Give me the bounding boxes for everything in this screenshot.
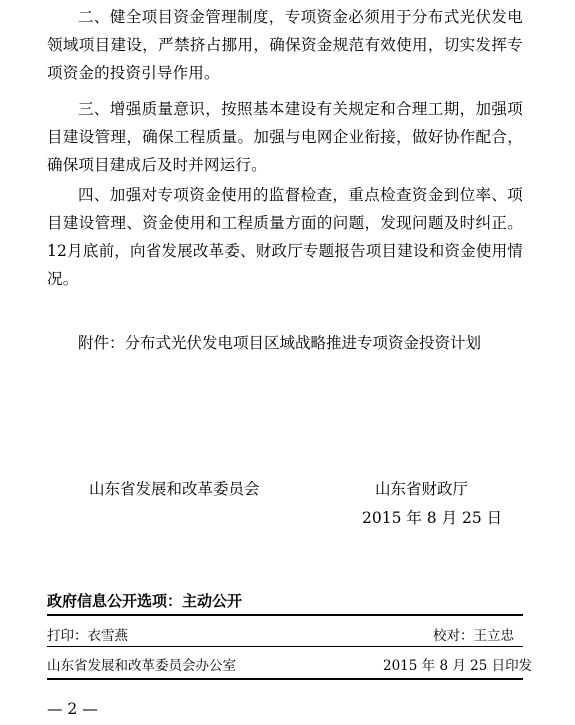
signature-org-finance: 山东省财政厅 xyxy=(375,480,469,498)
signature-org-development-reform: 山东省发展和改革委员会 xyxy=(89,480,260,498)
issuing-office: 山东省发展和改革委员会办公室 xyxy=(47,658,236,674)
paragraph-2: 二、健全项目资金管理制度，专项资金必须用于分布式光伏发电领域项目建设，严禁挤占挪用，确保资金规范有效使用，切实发挥专项资金的投资引导作用。 xyxy=(47,8,523,82)
disclosure-option: 政府信息公开选项：主动公开 xyxy=(47,592,243,610)
footer-top-rule xyxy=(47,614,523,616)
printed-by: 打印：衣雪燕 xyxy=(47,628,128,644)
proofread-by: 校对：王立忠 xyxy=(433,628,514,644)
footer-bottom-rule xyxy=(47,678,523,680)
paragraph-3: 三、增强质量意识，按照基本建设有关规定和合理工期，加强项目建设管理，确保工程质量。加强与电网企业衔接，做好协作配合，确保项目建成后及时并网运行。 xyxy=(47,100,523,174)
footer-middle-rule xyxy=(47,646,523,647)
issue-date: 2015 年 8 月 25 日印发 xyxy=(383,658,533,674)
signature-date: 2015 年 8 月 25 日 xyxy=(362,509,503,527)
paragraph-4: 四、加强对专项资金使用的监督检查，重点检查资金到位率、项目建设管理、资金使用和工程质量方面的问题，发现问题及时纠正。12月底前，向省发展改革委、财政厅专题报告项目建设和资金使用情况。 xyxy=(47,186,523,288)
attachment-line: 附件：分布式光伏发电项目区域战略推进专项资金投资计划 xyxy=(78,334,482,352)
page-number: — 2 — xyxy=(47,700,98,718)
